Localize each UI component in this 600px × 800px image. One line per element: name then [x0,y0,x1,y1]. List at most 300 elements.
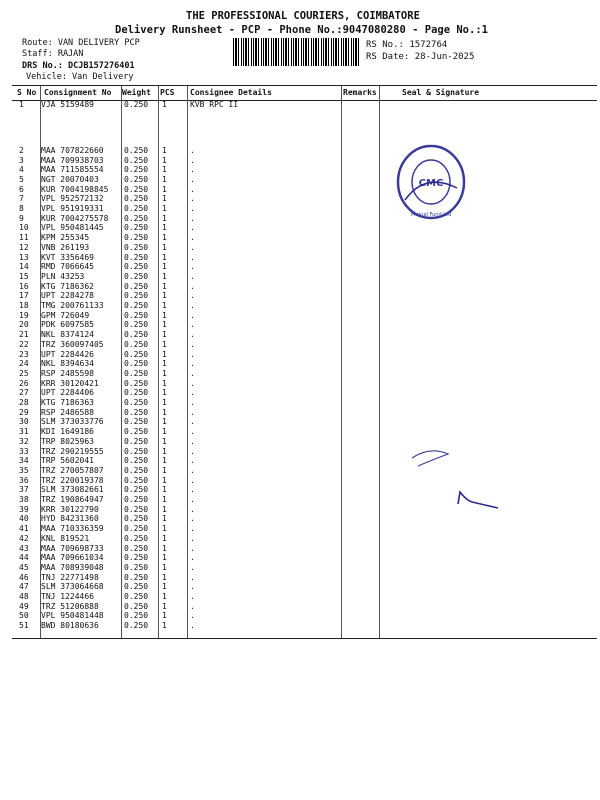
cell-consignment: KTG 7186363 [41,398,94,407]
cell-weight: 0.250 [124,330,149,340]
cell-pcs: 1 [162,436,167,446]
col-consignee: Consignee Details [190,88,272,97]
cell-sno: 36 [19,475,29,485]
cell-consignment: MAA 709698733 [41,543,104,553]
cell-weight: 0.250 [124,145,149,155]
table-row [0,204,600,214]
cell-pcs: 1 [162,398,167,407]
cell-consignee: . [190,378,195,388]
cell-pcs: 1 [162,485,167,495]
cell-consignee: . [190,320,195,330]
cell-weight: 0.250 [124,514,149,524]
cell-pcs: 1 [162,368,167,378]
cell-pcs: 1 [162,495,167,504]
cell-consignment: HYD 84231360 [41,514,99,524]
cell-sno: 7 [19,194,24,204]
cell-consignment: KVT 3356469 [41,252,94,262]
col-seal: Seal & Signature [402,88,480,97]
cell-consignment: KUR 7004275578 [41,213,109,223]
cell-weight: 0.250 [124,485,149,495]
cell-sno: 28 [19,398,29,407]
cell-consignment: MAA 708939048 [41,562,104,572]
table-row [0,582,600,592]
cell-consignment: VNB 261193 [41,242,90,252]
table-row [0,534,600,544]
cell-consignee: . [190,262,195,272]
cell-weight: 0.250 [124,388,149,398]
cell-pcs: 1 [162,213,167,223]
cell-consignment: NKL 8394634 [41,359,94,369]
table-row [0,214,600,224]
cell-consignee: . [190,465,195,475]
cell-consignment: SLM 373082661 [41,485,104,495]
cell-sno: 26 [19,378,29,388]
cell-pcs: 1 [162,281,167,291]
cell-pcs: 1 [162,465,167,475]
table-row [0,330,600,340]
cell-sno: 42 [19,533,29,543]
cell-weight: 0.250 [124,562,149,572]
cell-sno: 3 [19,155,24,165]
cell-consignment: KRR 30122790 [41,504,99,514]
cell-weight: 0.250 [124,271,149,281]
cell-consignee: . [190,359,195,369]
cell-pcs: 1 [162,155,167,165]
cell-consignment: TRZ 290219555 [41,446,104,456]
cell-weight: 0.250 [124,281,149,291]
cell-weight: 0.250 [124,291,149,301]
cell-weight: 0.250 [124,621,149,631]
cell-consignee: . [190,407,195,417]
cell-pcs: 1 [162,446,167,456]
cell-sno: 31 [19,427,29,437]
cell-pcs: 1 [162,543,167,553]
cell-pcs: 1 [162,524,167,534]
cell-consignee: . [190,427,195,437]
vehicle-label: Vehicle: Van Delivery [26,72,134,82]
cell-sno: 20 [19,320,29,330]
cell-weight: 0.250 [124,165,149,175]
cell-pcs: 1 [162,204,167,213]
cell-consignee: . [190,223,195,233]
cell-sno: 6 [19,184,24,194]
table-row [0,185,600,195]
cell-sno: 45 [19,562,29,572]
table-row [0,175,600,185]
stamp-faint-stroke [412,451,448,466]
cell-consignment: KUR 7004198845 [41,184,109,194]
table-row [0,243,600,253]
cell-weight: 0.250 [124,233,149,243]
stamp-text: CMC [418,178,444,189]
cell-consignment: VPL 950481445 [41,223,104,233]
cell-consignee: . [190,475,195,485]
cell-consignee: . [190,165,195,175]
cell-pcs: 1 [162,252,167,262]
table-row [0,359,600,369]
cell-consignment: TRZ 190864947 [41,495,104,504]
col-pcs: PCS [160,88,175,97]
cell-pcs: 1 [162,582,167,592]
rs-number: RS No.: 1572764 [366,40,448,50]
cell-sno: 33 [19,446,29,456]
cell-weight: 0.250 [124,533,149,543]
cell-weight: 0.250 [124,553,149,563]
cell-sno: 29 [19,407,29,417]
table-row [0,621,600,631]
cell-consignment: GPM 726049 [41,310,90,320]
cell-weight: 0.250 [124,204,149,213]
cell-consignee: . [190,233,195,243]
table-row [0,398,600,408]
cell-weight: 0.250 [124,194,149,204]
table-row [0,379,600,389]
cell-sno: 32 [19,436,29,446]
table-row [0,156,600,166]
cell-consignee: . [190,213,195,223]
cell-weight: 0.250 [124,543,149,553]
cell-weight: 0.250 [124,301,149,310]
table-row [0,369,600,379]
cell-sno: 27 [19,388,29,398]
cell-sno: 41 [19,524,29,534]
table-row [0,476,600,486]
cell-consignee: . [190,495,195,504]
cell-sno: 9 [19,213,24,223]
cell-weight: 0.250 [124,320,149,330]
cell-consignee: . [190,611,195,621]
cell-sno: 51 [19,621,29,631]
cell-consignment: MAA 707822660 [41,145,104,155]
col-sno: S No [17,88,37,97]
cell-weight: 0.250 [124,398,149,407]
cell-pcs: 1 [162,145,167,155]
cell-sno: 15 [19,271,29,281]
cell-pcs: 1 [162,562,167,572]
cell-consignment: SLM 373064668 [41,582,104,592]
cell-weight: 0.250 [124,582,149,592]
cell-consignment: TRZ 51206888 [41,601,99,611]
cell-pcs: 1 [162,165,167,175]
cell-consignment: MAA 709661034 [41,553,104,563]
cell-weight: 0.250 [124,427,149,437]
table-row [0,466,600,476]
cell-consignee: . [190,601,195,611]
table-row [0,350,600,360]
cell-consignment: TRP 8025963 [41,436,94,446]
cell-pcs: 1 [162,262,167,272]
cell-pcs: 1 [162,572,167,582]
col-weight: Weight [122,88,151,97]
cell-weight: 0.250 [124,349,149,359]
cell-weight: 0.250 [124,100,149,109]
table-row [0,553,600,563]
cell-consignee: . [190,388,195,398]
cell-pcs: 1 [162,301,167,310]
table-row [0,340,600,350]
cell-weight: 0.250 [124,465,149,475]
cell-pcs: 1 [162,388,167,398]
cell-consignee: . [190,436,195,446]
cell-pcs: 1 [162,242,167,252]
cell-consignee: . [190,271,195,281]
cell-consignment: UPT 2284406 [41,388,94,398]
company-stamp [395,142,467,222]
table-row [0,320,600,330]
cell-sno: 11 [19,233,29,243]
cell-pcs: 1 [162,233,167,243]
table-row [0,544,600,554]
cell-weight: 0.250 [124,592,149,601]
table-row [0,262,600,272]
cell-sno: 49 [19,601,29,611]
cell-pcs: 1 [162,174,167,184]
cell-weight: 0.250 [124,242,149,252]
table-row [0,611,600,621]
cell-consignment: TNJ 22771498 [41,572,99,582]
cell-sno: 1 [19,100,24,109]
cell-consignment: MAA 709938703 [41,155,104,165]
cell-sno: 38 [19,495,29,504]
table-row [0,505,600,515]
cell-weight: 0.250 [124,446,149,456]
table-row [0,514,600,524]
cell-pcs: 1 [162,407,167,417]
cell-pcs: 1 [162,310,167,320]
cell-consignment: UPT 2284426 [41,349,94,359]
cell-sno: 2 [19,145,24,155]
cell-consignment: VPL 950481448 [41,611,104,621]
cell-consignment: NKL 8374124 [41,330,94,340]
cell-weight: 0.250 [124,456,149,466]
table-row [0,495,600,505]
cell-sno: 46 [19,572,29,582]
table-row [0,100,600,110]
table-row [0,272,600,282]
cell-pcs: 1 [162,223,167,233]
cell-consignment: VPL 952572132 [41,194,104,204]
cell-consignee: . [190,281,195,291]
cell-consignee: . [190,504,195,514]
cell-consignment: VJA 5159489 [41,100,94,109]
cell-consignee: . [190,485,195,495]
cell-consignment: TRZ 360097405 [41,339,104,349]
cell-pcs: 1 [162,621,167,631]
table-row [0,194,600,204]
cell-pcs: 1 [162,100,167,109]
cell-consignee: . [190,349,195,359]
cell-consignment: PDK 6097585 [41,320,94,330]
stamp-ring-text: Mutual Fund Ltd [410,212,452,218]
cell-sno: 48 [19,592,29,601]
cell-sno: 24 [19,359,29,369]
rs-date: RS Date: 28-Jun-2025 [366,52,475,62]
cell-consignment: TNJ 1224466 [41,592,94,601]
cell-sno: 19 [19,310,29,320]
cell-weight: 0.250 [124,339,149,349]
table-row [0,427,600,437]
cell-weight: 0.250 [124,262,149,272]
cell-consignee: . [190,368,195,378]
cell-sno: 5 [19,174,24,184]
cell-weight: 0.250 [124,436,149,446]
cell-weight: 0.250 [124,611,149,621]
table-row [0,573,600,583]
cell-consignment: UPT 2284278 [41,291,94,301]
cell-consignment: KRR 30120421 [41,378,99,388]
table-row [0,456,600,466]
table-row [0,165,600,175]
cell-pcs: 1 [162,611,167,621]
cell-weight: 0.250 [124,368,149,378]
cell-consignee: . [190,301,195,310]
table-bottom-rule [12,638,597,639]
table-row [0,291,600,301]
table-row [0,282,600,292]
cell-sno: 16 [19,281,29,291]
cell-sno: 47 [19,582,29,592]
cell-weight: 0.250 [124,524,149,534]
cell-consignment: TRZ 270057807 [41,465,104,475]
table-row [0,301,600,311]
runsheet-subtitle: Delivery Runsheet - PCP - Phone No.:9047080280 - Page No.:1 [115,24,488,36]
cell-sno: 10 [19,223,29,233]
cell-consignee: . [190,194,195,204]
cell-consignment: RSP 2486588 [41,407,94,417]
table-row [0,602,600,612]
table-row [0,146,600,156]
table-row [0,417,600,427]
cell-consignee: . [190,562,195,572]
cell-sno: 34 [19,456,29,466]
cell-pcs: 1 [162,349,167,359]
cell-sno: 23 [19,349,29,359]
cell-consignment: SLM 373033776 [41,417,104,427]
cell-consignee: . [190,145,195,155]
cell-consignee: . [190,252,195,262]
cell-weight: 0.250 [124,504,149,514]
cell-weight: 0.250 [124,174,149,184]
cell-pcs: 1 [162,553,167,563]
cell-sno: 25 [19,368,29,378]
cell-sno: 14 [19,262,29,272]
cell-sno: 12 [19,242,29,252]
cell-consignee: . [190,339,195,349]
cell-consignee: . [190,204,195,213]
cell-weight: 0.250 [124,572,149,582]
cell-weight: 0.250 [124,359,149,369]
table-row [0,485,600,495]
cell-weight: 0.250 [124,223,149,233]
cell-consignment: RMD 7066645 [41,262,94,272]
cell-consignee: . [190,582,195,592]
barcode [233,38,359,66]
cell-sno: 13 [19,252,29,262]
table-row [0,408,600,418]
table-header [12,85,597,101]
cell-consignment: KPM 255345 [41,233,90,243]
table-row [0,447,600,457]
route-label: Route: VAN DELIVERY PCP [22,38,140,48]
table-row [0,388,600,398]
cell-sno: 40 [19,514,29,524]
cell-consignee: . [190,174,195,184]
cell-sno: 35 [19,465,29,475]
cell-consignment: RSP 2485598 [41,368,94,378]
table-row [0,592,600,602]
cell-consignment: MAA 711585554 [41,165,104,175]
table-row [0,223,600,233]
cell-consignment: KDI 1649186 [41,427,94,437]
cell-consignee: . [190,553,195,563]
cell-consignee: . [190,621,195,631]
cell-consignment: MAA 710336359 [41,524,104,534]
cell-consignee: . [190,310,195,320]
cell-pcs: 1 [162,194,167,204]
cell-pcs: 1 [162,504,167,514]
col-remarks: Remarks [343,88,377,97]
cell-weight: 0.250 [124,378,149,388]
cell-consignee: . [190,242,195,252]
cell-sno: 4 [19,165,24,175]
cell-consignee: . [190,291,195,301]
cell-consignee: . [190,543,195,553]
signature-stroke [458,492,498,508]
cell-consignee: . [190,514,195,524]
cell-consignee: . [190,592,195,601]
cell-consignee: . [190,398,195,407]
cell-consignment: PLN 43253 [41,271,85,281]
cell-pcs: 1 [162,291,167,301]
cell-pcs: 1 [162,320,167,330]
cell-sno: 21 [19,330,29,340]
cell-weight: 0.250 [124,252,149,262]
cell-sno: 37 [19,485,29,495]
cell-weight: 0.250 [124,407,149,417]
cell-consignment: NGT 20070403 [41,174,99,184]
cell-pcs: 1 [162,427,167,437]
cell-pcs: 1 [162,271,167,281]
cell-sno: 43 [19,543,29,553]
cell-pcs: 1 [162,330,167,340]
cell-weight: 0.250 [124,475,149,485]
table-row [0,233,600,243]
company-title: THE PROFESSIONAL COURIERS, COIMBATORE [186,10,420,22]
cell-pcs: 1 [162,601,167,611]
cell-weight: 0.250 [124,213,149,223]
cell-consignment: KNL 819521 [41,533,90,543]
cell-consignee: . [190,446,195,456]
cell-weight: 0.250 [124,495,149,504]
cell-consignee: . [190,572,195,582]
cell-weight: 0.250 [124,601,149,611]
cell-pcs: 1 [162,359,167,369]
staff-label: Staff: RAJAN [22,49,84,59]
cell-consignee: . [190,533,195,543]
table-row [0,563,600,573]
cell-sno: 39 [19,504,29,514]
cell-consignment: VPL 951919331 [41,204,104,213]
cell-weight: 0.250 [124,155,149,165]
cell-consignment: BWD 80180636 [41,621,99,631]
cell-sno: 17 [19,291,29,301]
cell-pcs: 1 [162,592,167,601]
cell-sno: 44 [19,553,29,563]
cell-sno: 18 [19,301,29,310]
cell-consignment: KTG 7186362 [41,281,94,291]
cell-pcs: 1 [162,514,167,524]
cell-consignment: TRP 5602041 [41,456,94,466]
